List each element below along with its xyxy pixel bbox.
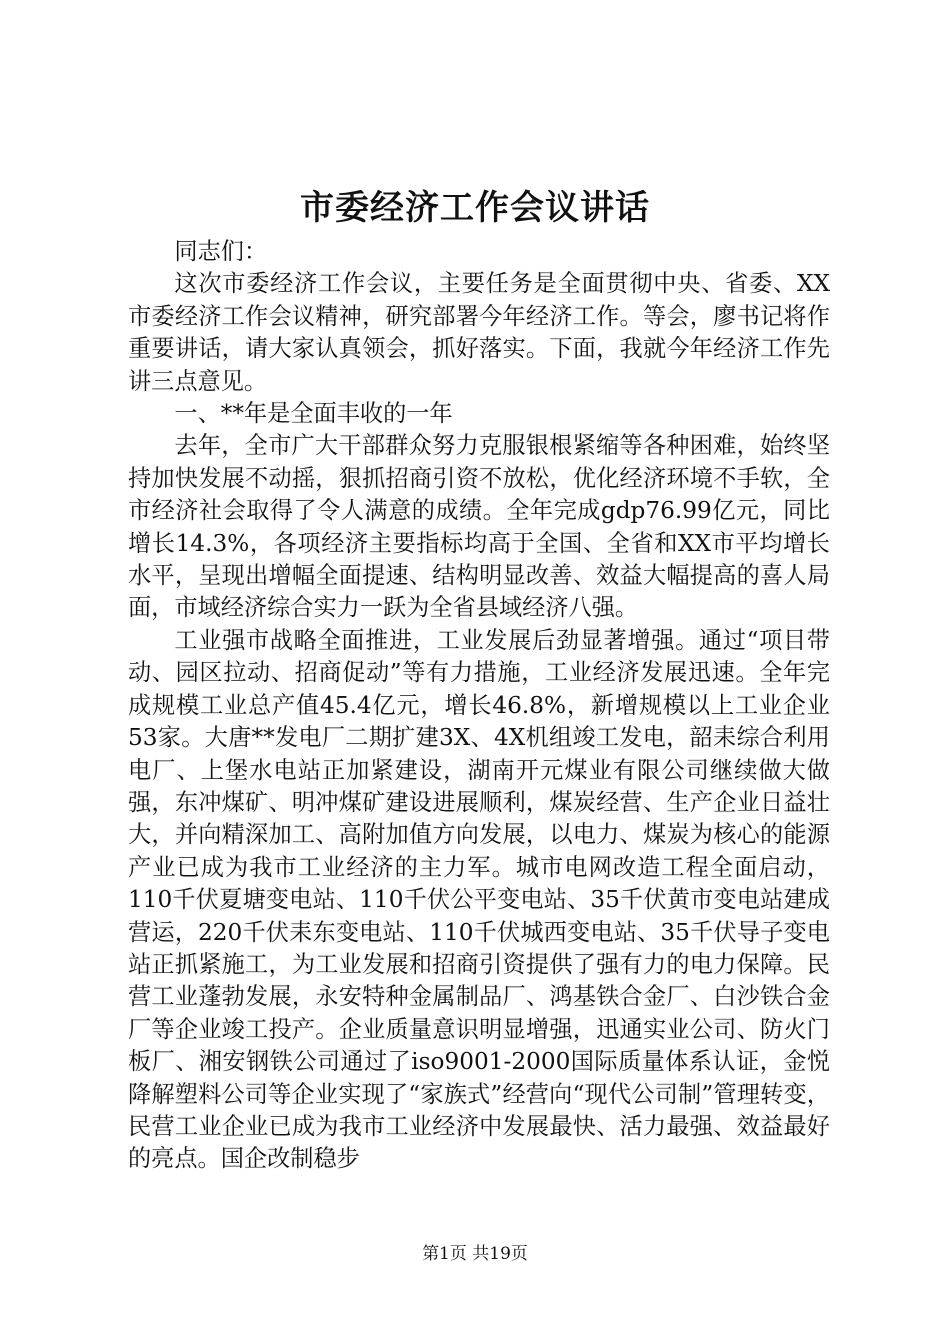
document-body xyxy=(128,236,830,1176)
paragraph: 这次市委经济工作会议，主要任务是全面贯彻中央、省委、XX市委经济工作会议精神，研究部署今年经济工作。等会，廖书记将作重要讲话，请大家认真领会，抓好落实。下面，我就今年经济工作先讲三点意见。 xyxy=(128,270,830,395)
page-title: 市委经济工作会议讲话 xyxy=(300,188,650,228)
page-number: 第1页 共19页 xyxy=(422,1244,528,1264)
paragraph: 工业强市战略全面推进，工业发展后劲显著增强。通过“项目带动、园区拉动、招商促动”等有力措施，工业经济发展迅速。全年完成规模工业总产值45.4亿元，增长46.8%，新增规模以上工业企业53家。大唐**发电厂二期扩建3X、4X机组竣工发电，韶耒综合利用电厂、上堡水电站正加紧建设，湖南开元煤业有限公司继续做大做强，东冲煤矿、明冲煤矿建设进展顺利，煤炭经营、生产企业日益壮大，并向精深加工、高附加值方向发展，以电力、煤炭为核心的能源产业已成为我市工业经济的主力军。城市电网改造工程全面启动，110千伏夏塘变电站、110千伏公平变电站、35千伏黄市变电站建成营运，220千伏耒东变电站、110千伏城西变电站、35千伏导子变电站正抓紧施工，为工业发展和招商引资提供了强有力的电力保障。民营工业蓬勃发展，永安特种金属制品厂、鸿基铁合金厂、白沙铁合金厂等企业竣工投产。企业质量意识明显增强，迅通实业公司、防火门板厂、湘安钢铁公司通过了iso9001-2000国际质量体系认证，金悦降解塑料公司等企业实现了“家族式”经营向“现代公司制”管理转变，民营工业企业已成为我市工业经济中发展最快、活力最强、效益最好的亮点。国企改制稳步 xyxy=(128,626,830,1173)
paragraph: 去年，全市广大干部群众努力克服银根紧缩等各种困难，始终坚持加快发展不动摇，狠抓招商引资不放松，优化经济环境不手软，全市经济社会取得了令人满意的成绩。全年完成gdp76.99亿元，同比增长14.3%，各项经济主要指标均高于全国、全省和XX市平均增长水平，呈现出增幅全面提速、结构明显改善、效益大幅提高的喜人局面，市域经济综合实力一跃为全省县域经济八强。 xyxy=(128,432,830,622)
section-heading: 一、**年是全面丰收的一年 xyxy=(174,400,453,428)
salutation: 同志们： xyxy=(174,238,268,265)
